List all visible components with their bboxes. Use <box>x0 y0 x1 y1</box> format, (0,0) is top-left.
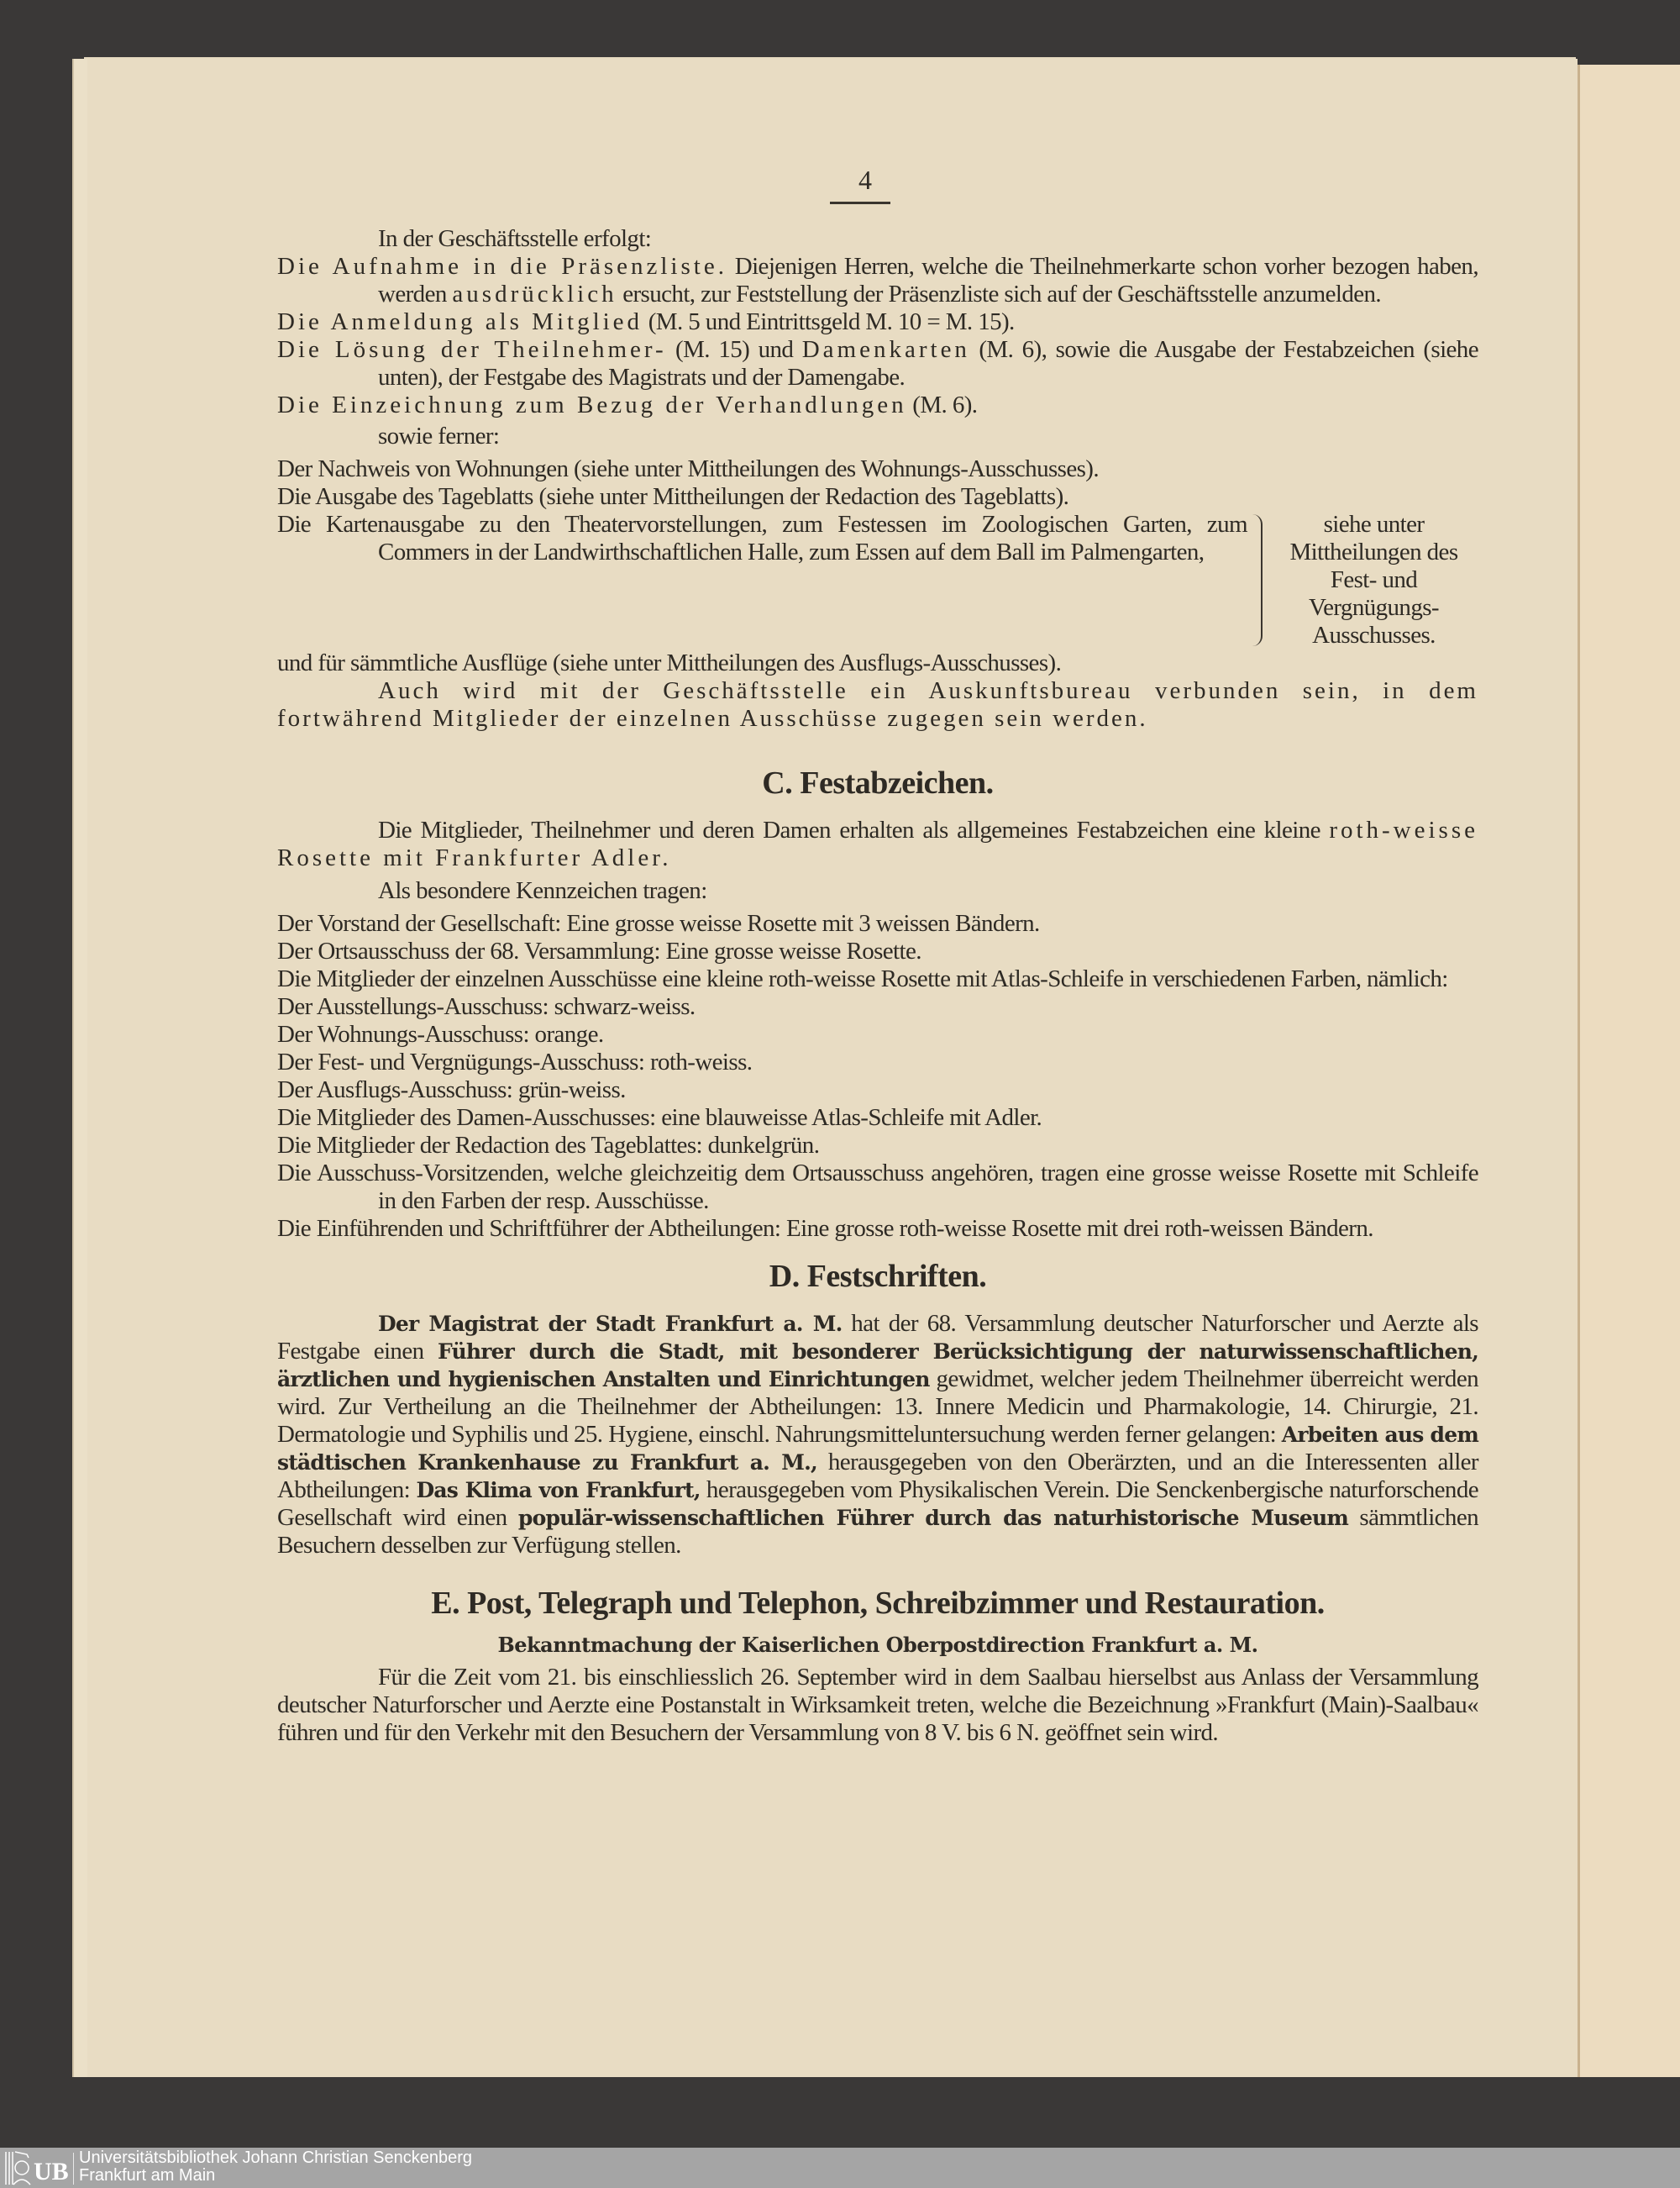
text: (M. 6). <box>906 392 978 418</box>
ausfluege: und für sämmtliche Ausflüge (siehe unter Mittheilungen des Ausflugs-Ausschusses). <box>277 650 1062 676</box>
text: hat der 68. Versammlung deutscher Naturforscher und Aerzte als Festgabe einen <box>277 1310 1478 1365</box>
intro-block <box>277 225 1478 733</box>
section-e-heading: E. Post, Telegraph und Telephon, Schreibzimmer und Restauration. <box>431 1586 1325 1621</box>
section-e-subheading: Bekanntmachung der Kaiserlichen Oberpostdirection Frankfurt a. M. <box>497 1633 1258 1657</box>
further-item: Die Ausgabe des Tageblatts (siehe unter Mittheilungen der Redaction des Tageblatts). <box>277 483 1069 510</box>
text: (M. 6), sowie die Ausgabe der Festabzeichen (siehe unten), der Festgabe des Magistrats und der Damengabe. <box>378 336 1478 391</box>
spaced-text: Die Lösung der Theilnehmer- <box>277 336 667 363</box>
intro-item <box>277 308 1478 336</box>
bold-text: Das Klima von Frankfurt, <box>416 1478 701 1502</box>
logo-text: UB <box>34 2158 69 2185</box>
section-d-heading: D. Festschriften. <box>769 1259 987 1294</box>
footer-line-2: Frankfurt am Main <box>79 2166 216 2185</box>
intro-lead: In der Geschäftsstelle erfolgt: <box>378 225 652 252</box>
text: herausgegeben vom Physikalischen Verein. Die Senckenbergische naturforschende Gesellschaft wird einen <box>277 1476 1478 1531</box>
bold-text: populär-wissenschaftlichen Führer durch das naturhistorische Museum <box>517 1506 1348 1530</box>
intro-item <box>277 253 1478 308</box>
section-d-body <box>277 1310 1478 1559</box>
library-logo-icon <box>3 2149 74 2186</box>
spaced-text: Die Aufnahme in die Präsenzliste. <box>277 253 727 280</box>
text: ersucht, zur Feststellung der Präsenzliste sich auf der Geschäftsstelle anzumelden. <box>617 281 1382 308</box>
badge-list-item: Die Mitglieder der einzelnen Ausschüsse eine kleine roth-weisse Rosette mit Atlas-Schleife in verschiedenen Farben, nämlich: <box>277 965 1448 992</box>
section-c-list <box>277 910 1478 1243</box>
spaced-text: Die Anmeldung als Mitglied <box>277 308 643 335</box>
brace <box>1251 514 1263 646</box>
footer-line-1: Universitätsbibliothek Johann Christian Senckenberg <box>79 2149 473 2167</box>
sowie-ferner: sowie ferner: <box>378 423 500 450</box>
section-e-body: Für die Zeit vom 21. bis einschliesslich 26. September wird in dem Saalbau hierselbst aus Anlass der Versammlung deutscher Naturforscher und Aerzte eine Postanstalt in Wirksamkeit treten, welche die Bezeichnung »Frankfurt (Main)-Saalbau« führen und für den Verkehr mit den Besuchern der Versammlung von 8 V. bis 6 N. geöffnet sein wird. <box>277 1664 1478 1746</box>
section-c-lead: Als besondere Kennzeichen tragen: <box>378 877 707 904</box>
section-c-heading: C. Festabzeichen. <box>762 765 994 801</box>
badge-list-item: Der Fest- und Vergnügungs-Ausschuss: roth-weiss. <box>277 1049 753 1076</box>
page-number: 4 <box>858 165 872 195</box>
text: Diejenigen Herren, welche die Theilnehmerkarte schon vorher bezogen haben, werden <box>378 253 1478 308</box>
section-c <box>277 765 1478 1243</box>
facing-page-edge <box>1578 65 1680 2077</box>
spaced-text: Damenkarten <box>801 336 970 363</box>
badge-list-item: Der Wohnungs-Ausschuss: orange. <box>277 1021 604 1048</box>
text: (M. 15) und <box>666 336 802 363</box>
page-text <box>277 225 1478 1747</box>
badge-list-item: Die Ausschuss-Vorsitzenden, welche gleichzeitig dem Ortsausschuss angehören, tragen eine grosse weisse Rosette mit Schleife in den Farben der resp. Ausschüsse. <box>277 1160 1478 1214</box>
badge-list-item: Die Mitglieder der Redaction des Tageblattes: dunkelgrün. <box>277 1132 820 1159</box>
further-item: Der Nachweis von Wohnungen (siehe unter Mittheilungen des Wohnungs-Ausschusses). <box>277 455 1100 482</box>
bold-text: Der Magistrat der Stadt Frankfurt a. M. <box>378 1312 843 1336</box>
text: Die Mitglieder, Theilnehmer und deren Damen erhalten als allgemeines Festabzeichen eine kleine <box>378 817 1330 844</box>
karten-brace-group <box>277 511 1478 650</box>
spaced-text: ausdrücklich <box>452 281 617 308</box>
text: sämmtlichen Besuchern desselben zur Verfügung stellen. <box>277 1504 1478 1559</box>
badge-list-item: Der Vorstand der Gesellschaft: Eine grosse weisse Rosette mit 3 weissen Bändern. <box>277 910 1040 937</box>
footer-text <box>79 2149 472 2185</box>
badge-list-item: Die Einführenden und Schriftführer der Abtheilungen: Eine grosse roth-weisse Rosette mit drei roth-weissen Bändern. <box>277 1215 1373 1242</box>
karten-reference: siehe unter Mittheilungen des Fest- und Vergnügungs-Ausschusses. <box>1289 511 1458 649</box>
badge-list-item: Der Ortsausschuss der 68. Versammlung: Eine grosse weisse Rosette. <box>277 938 921 965</box>
intro-item <box>277 392 1478 419</box>
badge-list-item: Der Ausflugs-Ausschuss: grün-weiss. <box>277 1076 626 1103</box>
karten-text: Die Kartenausgabe zu den Theatervorstellungen, zum Festessen im Zoologischen Garten, zum Commers in der Landwirthschaftlichen Halle, zum Essen auf dem Ball im Palmengarten, <box>277 511 1247 565</box>
bold-text: Führer durch die Stadt, mit besonderer Berücksichtigung der naturwissenschaftlichen, ärztlichen und hygienischen Anstalten und Einrichtungen <box>277 1339 1479 1391</box>
text: herausgegeben von den Oberärzten, und an die Interessenten aller Abtheilungen: <box>277 1449 1478 1503</box>
badge-list-item: Der Ausstellungs-Ausschuss: schwarz-weiss. <box>277 993 696 1020</box>
spaced-text: roth-weisse Rosette mit Frankfurter Adler. <box>277 817 1478 871</box>
spaced-text: Die Einzeichnung zum Bezug der Verhandlungen <box>277 392 907 418</box>
bold-text: Arbeiten aus dem städtischen Krankenhause zu Frankfurt a. M., <box>277 1423 1478 1475</box>
section-e <box>277 1585 1478 1747</box>
footer-bar <box>0 2148 1680 2188</box>
page-number-rule <box>830 202 890 204</box>
section-d <box>277 1258 1478 1559</box>
section-c-intro <box>277 817 1478 872</box>
text: gewidmet, welcher jedem Theilnehmer überreicht werden wird. Zur Vertheilung an die Theilnehmer der Abtheilungen: 13. Innere Medicin und Pharmakologie, 14. Chirurgie, 21. Dermatologie und Syphilis und 25. Hygiene, einschl. Nahrungsmitteluntersuchung werden ferner gelangen: <box>277 1365 1479 1448</box>
badge-list-item: Die Mitglieder des Damen-Ausschusses: eine blauweisse Atlas-Schleife mit Adler. <box>277 1104 1042 1131</box>
text: (M. 5 und Eintrittsgeld M. 10 = M. 15). <box>643 308 1015 335</box>
intro-item <box>277 336 1478 392</box>
auskunft: Auch wird mit der Geschäftsstelle ein Auskunftsbureau verbunden sein, in dem fortwährend Mitglieder der einzelnen Ausschüsse zugegen sein werden. <box>277 677 1478 732</box>
